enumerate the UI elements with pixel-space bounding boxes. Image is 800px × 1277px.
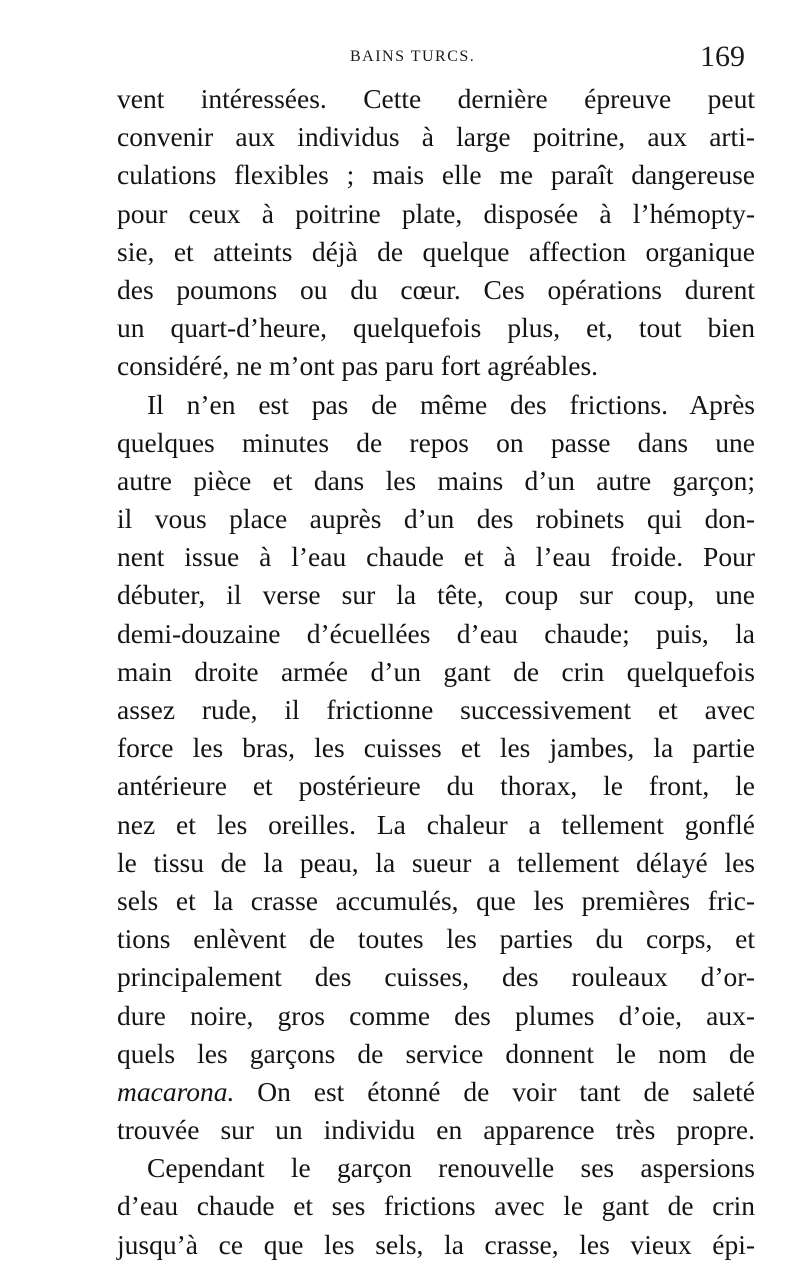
text-line: Il n’en est pas de même des frictions. Après	[147, 388, 755, 420]
text-line: dure noire, gros comme des plumes d’oie, aux-	[117, 999, 755, 1031]
text-line: main droite armée d’un gant de crin quelquefois	[117, 655, 755, 687]
text-line: débuter, il verse sur la tête, coup sur coup, une	[117, 579, 755, 611]
text-line: vent intéressées. Cette dernière épreuve peut	[117, 83, 755, 114]
text-line: quels les garçons de service donnent le nom de	[117, 1037, 755, 1069]
text-line: le tissu de la peau, la sueur a tellement délayé les	[117, 846, 755, 878]
text-line: antérieure et postérieure du thorax, le front, le	[117, 770, 755, 802]
italic-line-rest: On est étonné de voir tant de saleté	[234, 1075, 755, 1107]
text-line: sels et la crasse accumulés, que les premières fric-	[117, 884, 755, 916]
text-line: culations flexibles ; mais elle me paraît dangereuse	[117, 159, 755, 191]
running-title: BAINS TURCS.	[350, 48, 476, 65]
text-line: d’eau chaude et ses frictions avec le gant de crin	[117, 1190, 755, 1222]
text-line: il vous place auprès d’un des robinets qui don-	[117, 503, 755, 535]
text-line: nent issue à l’eau chaude et à l’eau froide. Pour	[117, 541, 755, 573]
text-line: tions enlèvent de toutes les parties du corps, et	[117, 923, 755, 955]
text-line: pour ceux à poitrine plate, disposée à l’hémopty-	[117, 197, 755, 229]
page-number: 169	[700, 40, 745, 73]
text-line: autre pièce et dans les mains d’un autre garçon;	[117, 464, 755, 496]
text-line: considéré, ne m’ont pas paru fort agréables.	[117, 350, 599, 382]
text-line: force les bras, les cuisses et les jambes, la partie	[117, 732, 755, 764]
running-head	[0, 40, 800, 73]
text-line: assez rude, il frictionne successivement et avec	[117, 694, 755, 725]
text-line: quelques minutes de repos on passe dans une	[117, 426, 755, 458]
text-line: des poumons ou du cœur. Ces opérations durent	[117, 273, 755, 305]
text-line: un quart-d’heure, quelquefois plus, et, tout bien	[117, 312, 755, 344]
text-line: principalement des cuisses, des rouleaux d’or-	[117, 961, 755, 993]
text-line: trouvée sur un individu en apparence très propre.	[117, 1114, 755, 1146]
text-line: convenir aux individus à large poitrine, aux arti-	[117, 121, 755, 153]
text-line-italic	[117, 1073, 755, 1111]
text-line: nez et les oreilles. La chaleur a tellement gonflé	[117, 808, 755, 840]
text-line: sie, et atteints déjà de quelque affection organique	[117, 235, 755, 267]
text-line: demi-douzaine d’écuellées d’eau chaude; puis, la	[117, 617, 755, 649]
italic-term: macarona.	[117, 1075, 235, 1107]
body-text	[117, 80, 755, 1264]
text-line: Cependant le garçon renouvelle ses aspersions	[147, 1152, 755, 1184]
text-line: jusqu’à ce que les sels, la crasse, les vieux épi-	[117, 1228, 755, 1260]
